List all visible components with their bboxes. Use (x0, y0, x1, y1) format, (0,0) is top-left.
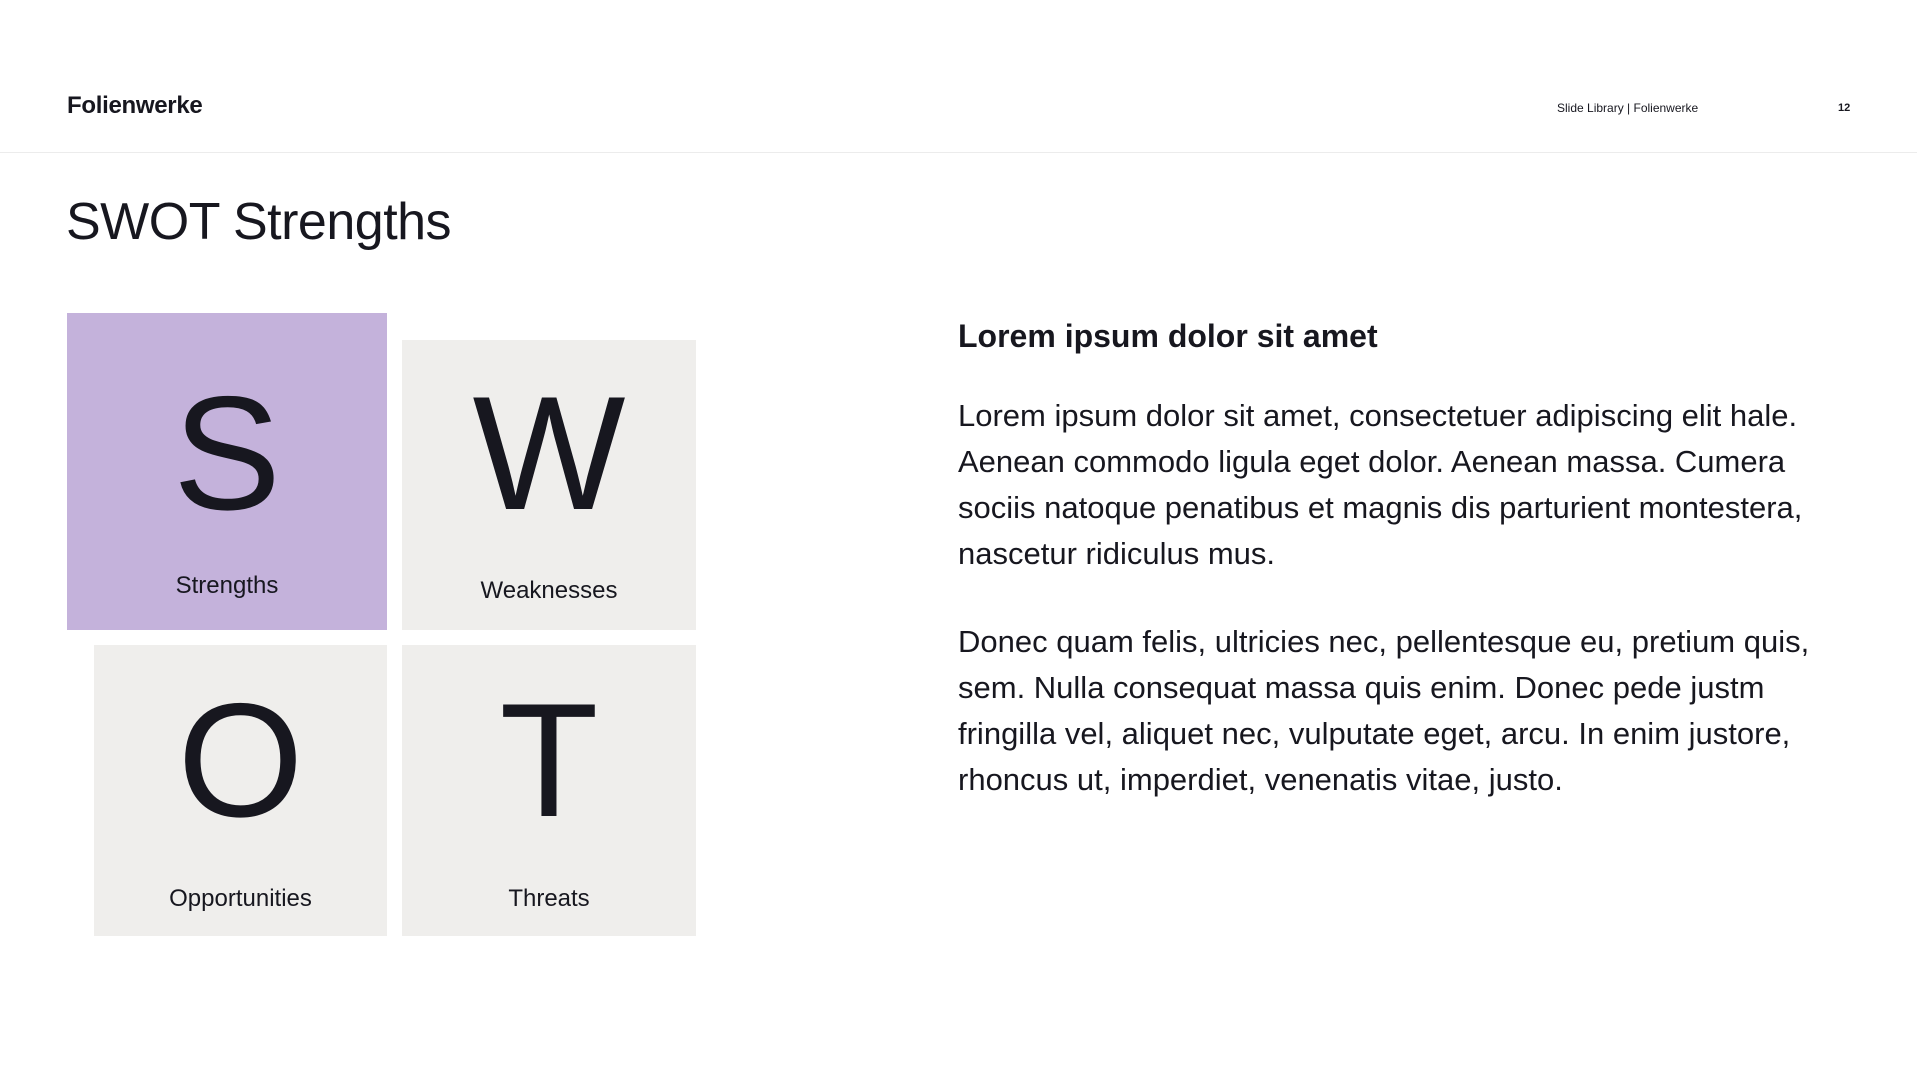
swot-letter-s: S (172, 363, 282, 544)
swot-letter-w: W (472, 363, 626, 544)
swot-label-threats: Threats (508, 885, 590, 912)
content-paragraph: Lorem ipsum dolor sit amet, consectetuer adipiscing elit hale. Aenean commodo ligula eget dolor. Aenean massa. Cumera sociis natoque penatibus et magnis dis parturient montestera, nascetur ridiculus mus. (958, 398, 1803, 571)
header-meta-text: Slide Library | Folienwerke (1557, 101, 1699, 115)
swot-label-weaknesses: Weaknesses (480, 577, 618, 604)
swot-letter-t: T (499, 670, 599, 851)
swot-label-strengths: Strengths (175, 572, 279, 599)
brand-logo: Folienwerke (67, 92, 203, 119)
swot-tile-weaknesses (402, 340, 696, 630)
swot-tile-threats (402, 645, 696, 936)
slide-title: SWOT Strengths (66, 193, 452, 251)
content-heading: Lorem ipsum dolor sit amet (958, 318, 1378, 354)
slide-header (0, 0, 1917, 153)
content-paragraph: Donec quam felis, ultricies nec, pellentesque eu, pretium quis, sem. Nulla consequat massa quis enim. Donec pede justm fringilla vel, aliquet nec, vulputate eget, arcu. In enim justore, rhoncus ut, imperdiet, venenatis vitae, justo. (958, 624, 1810, 797)
swot-label-opportunities: Opportunities (169, 885, 312, 912)
swot-tile-strengths (67, 313, 387, 630)
content-column (958, 315, 1858, 845)
page-number: 12 (1838, 102, 1851, 114)
swot-tile-opportunities (94, 645, 387, 936)
swot-letter-o: O (177, 670, 304, 851)
